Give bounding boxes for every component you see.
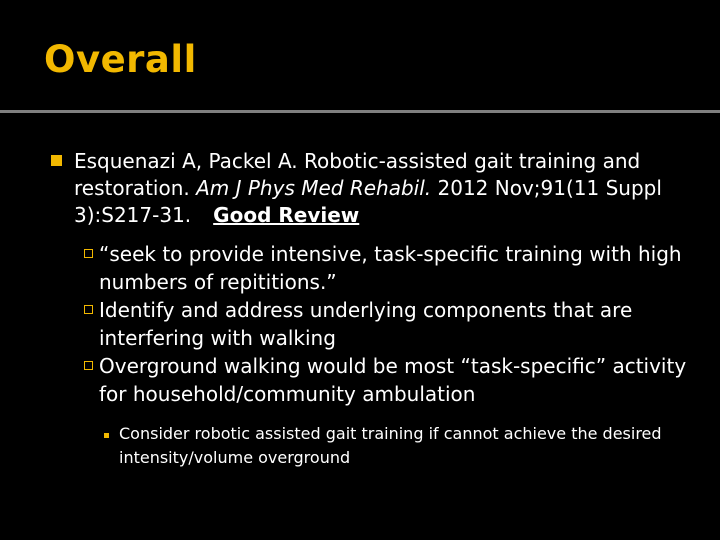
citation-details: 2012 Nov;91(11 Suppl 3):S217-31. — [74, 176, 662, 227]
hollow-square-bullet-icon — [84, 249, 93, 258]
main-bullet-text — [74, 148, 674, 229]
citation-journal: Am J Phys Med Rehabil. — [196, 176, 432, 200]
sub-bullet-3: Overground walking would be most “task-specific” activity for household/community ambulation — [99, 354, 687, 406]
square-bullet-icon — [51, 155, 62, 166]
sub-bullet-2: Identify and address underlying components that are interfering with walking — [99, 298, 633, 350]
sub-sub-bullet-1: Consider robotic assisted gait training if cannot achieve the desired intensity/volume overground — [119, 424, 662, 467]
slide-title: Overall — [44, 38, 197, 81]
sub-bullet-1: “seek to provide intensive, task-specific training with high numbers of repititions.” — [99, 242, 682, 294]
slide-content — [0, 113, 720, 540]
hollow-square-bullet-icon — [84, 361, 93, 370]
hollow-square-bullet-icon — [84, 305, 93, 314]
title-bar — [0, 0, 720, 110]
good-review-note: Good Review — [213, 203, 360, 227]
small-square-bullet-icon — [104, 433, 109, 438]
citation-authors: Esquenazi A, Packel A. Robotic-assisted gait training and restoration. — [74, 149, 641, 200]
